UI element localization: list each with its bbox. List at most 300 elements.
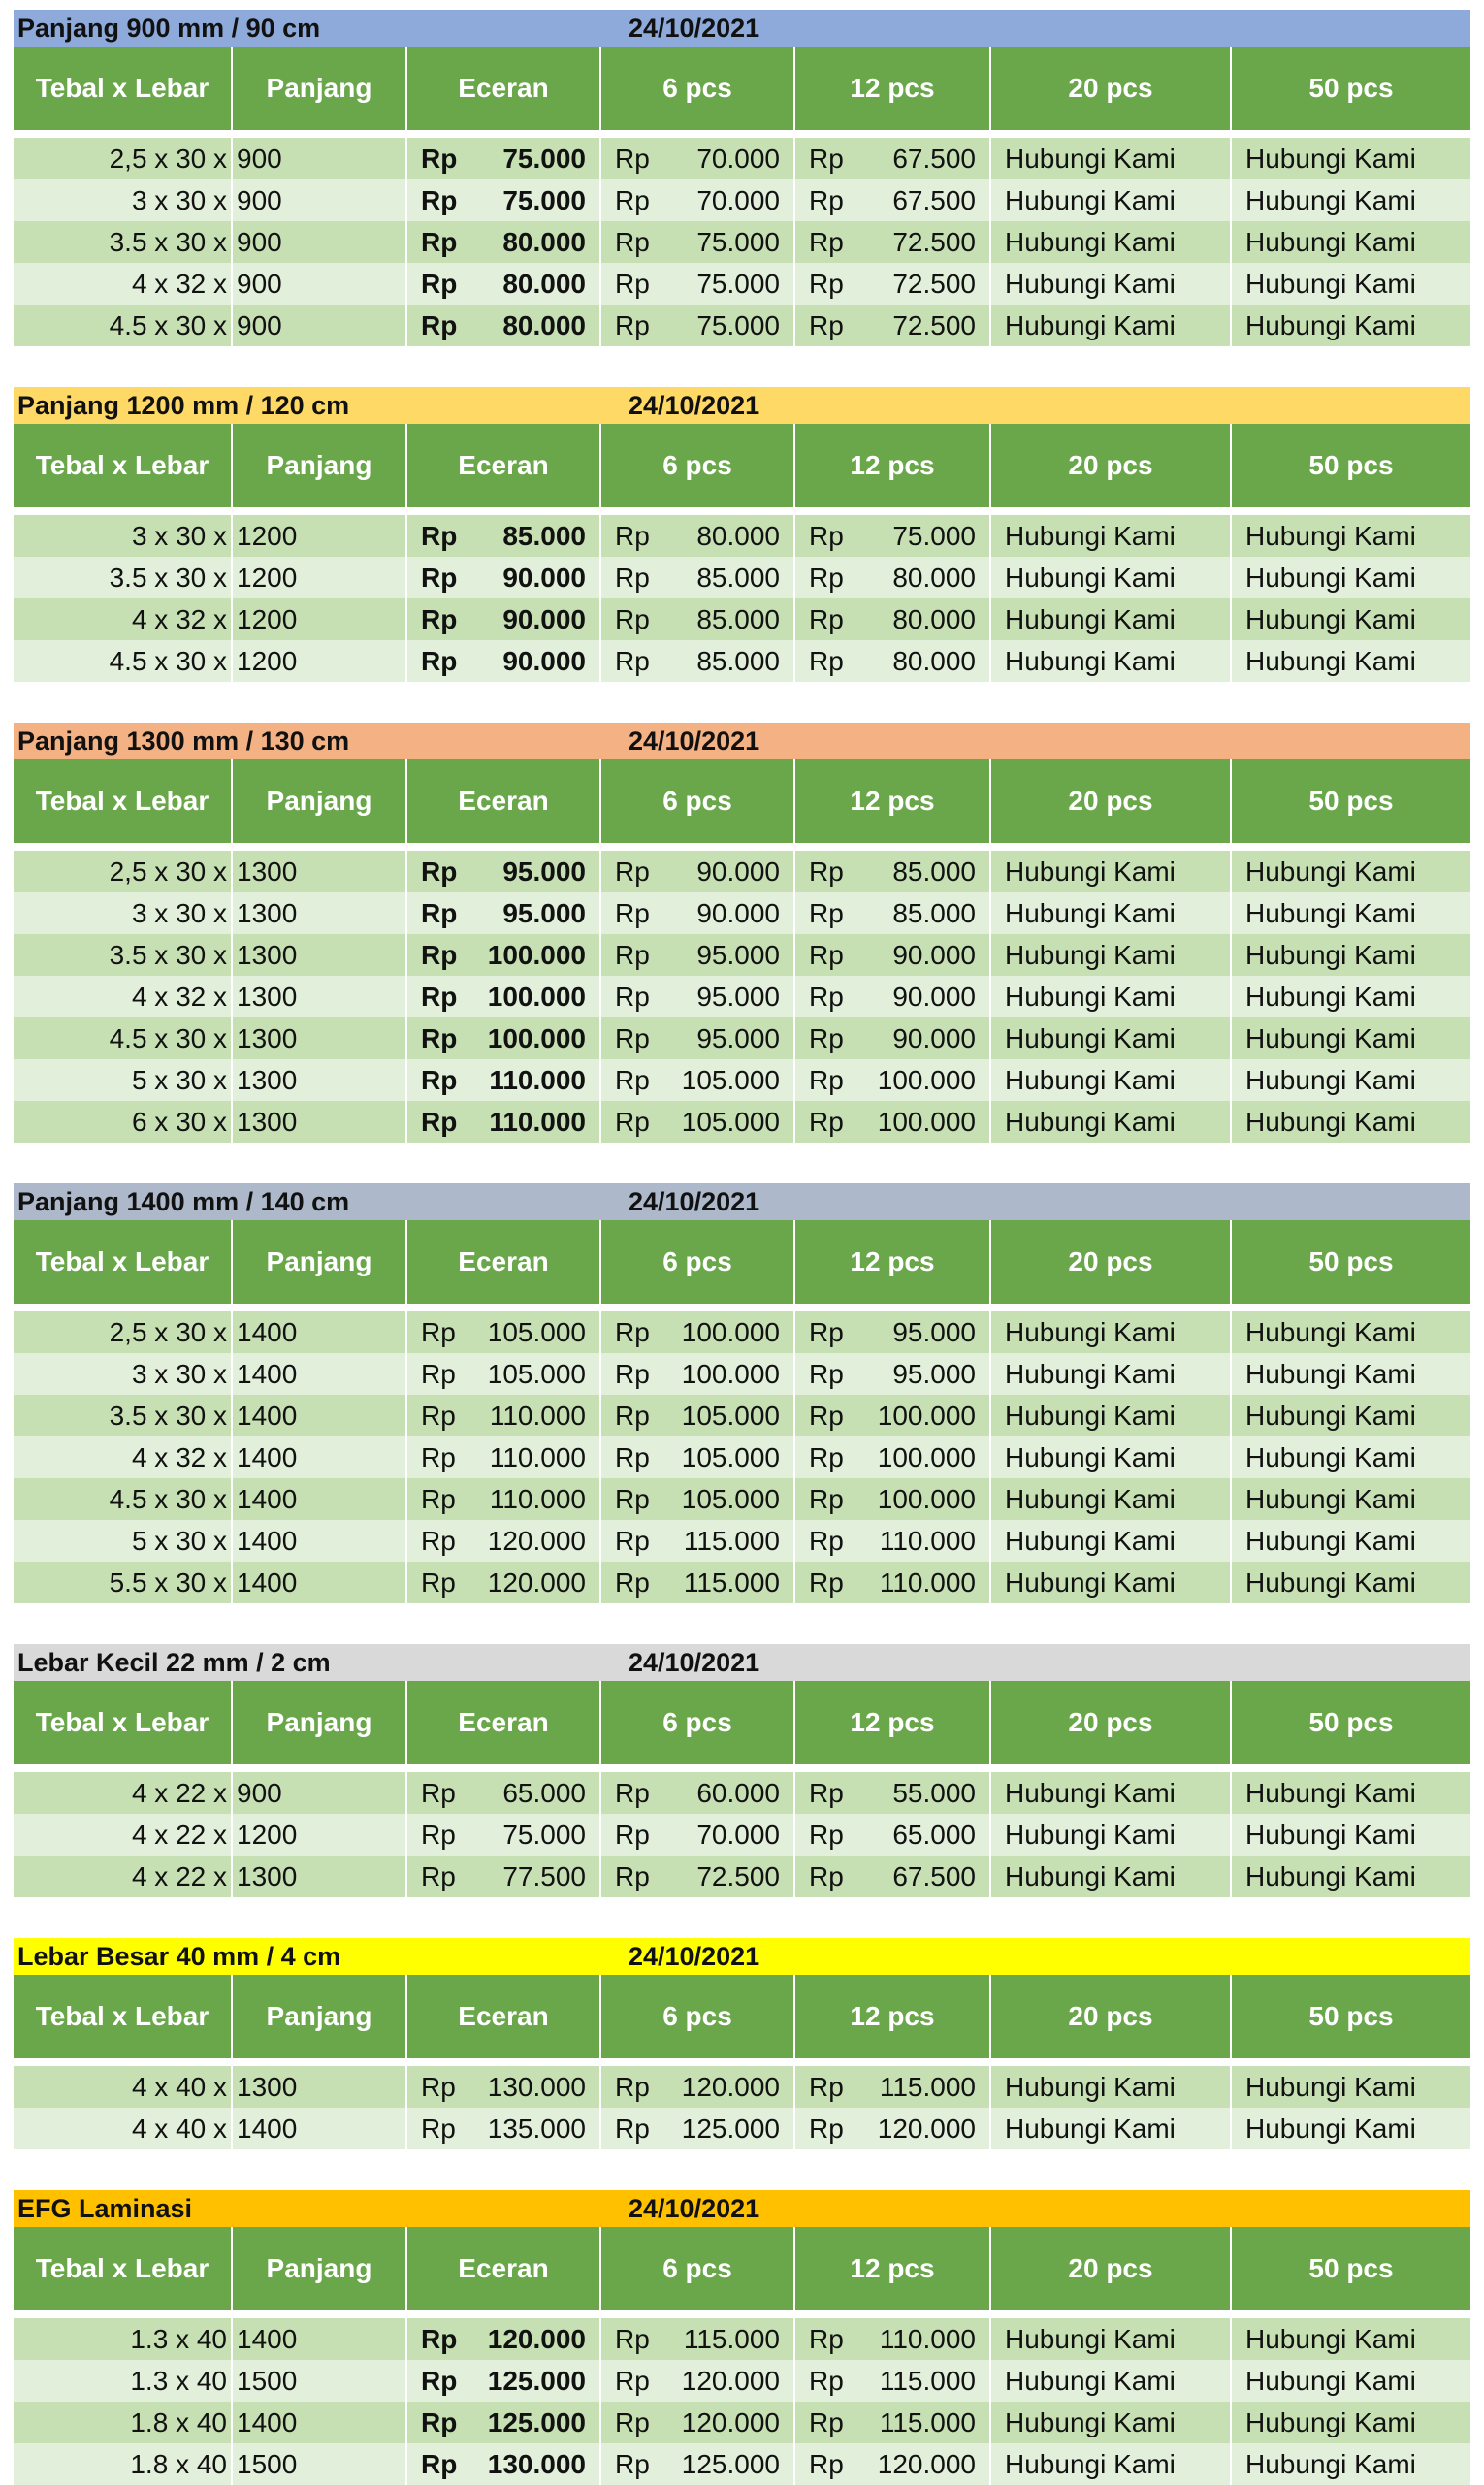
price-12pcs-cell (795, 1395, 991, 1436)
price-amount: 65.000 (502, 1778, 586, 1808)
table-row (14, 1772, 1470, 1814)
eceran-price-cell (407, 976, 601, 1017)
price-20pcs-cell: Hubungi Kami (991, 640, 1232, 682)
currency-label: Rp (809, 2407, 844, 2437)
table-row (14, 2443, 1470, 2485)
price-sheet (14, 10, 1470, 2485)
eceran-price-cell (407, 1814, 601, 1856)
column-header: Eceran (407, 1220, 601, 1304)
price-amount: 65.000 (892, 1820, 976, 1850)
price-amount: 105.000 (681, 1107, 780, 1137)
price-amount: 100.000 (681, 1317, 780, 1347)
tebal-lebar-cell: 1.3 x 40 (14, 2318, 233, 2360)
currency-label: Rp (421, 1359, 456, 1389)
tebal-lebar-cell: 4 x 32 x (14, 1436, 233, 1478)
price-amount: 130.000 (487, 2449, 586, 2479)
price-50pcs-cell: Hubungi Kami (1245, 1567, 1416, 1598)
eceran-price-cell (407, 1436, 601, 1478)
price-amount: 80.000 (892, 604, 976, 634)
price-amount: 67.500 (892, 185, 976, 215)
currency-label: Rp (421, 1023, 458, 1053)
column-header: 50 pcs (1308, 2001, 1394, 2031)
price-6pcs-cell (601, 138, 795, 179)
currency-label: Rp (421, 2324, 458, 2354)
price-20pcs-cell: Hubungi Kami (991, 976, 1232, 1017)
section-title: Panjang 1400 mm / 140 cm (17, 1187, 350, 1216)
price-amount: 90.000 (502, 646, 586, 676)
column-header: 6 pcs (601, 2227, 795, 2310)
table-row (14, 640, 1470, 682)
currency-label: Rp (809, 521, 844, 551)
price-amount: 70.000 (696, 1820, 780, 1850)
price-12pcs-cell (795, 305, 991, 346)
tebal-lebar-cell: 4.5 x 30 x (14, 1017, 233, 1059)
column-header: 6 pcs (601, 424, 795, 507)
price-section (14, 2190, 1470, 2485)
price-50pcs-cell: Hubungi Kami (1245, 269, 1416, 299)
price-12pcs-cell (795, 1562, 991, 1603)
currency-label: Rp (809, 563, 844, 593)
currency-label: Rp (421, 1526, 456, 1556)
price-amount: 77.500 (502, 1861, 586, 1891)
column-header: Panjang (233, 47, 407, 130)
price-12pcs-cell (795, 1017, 991, 1059)
currency-label: Rp (809, 1484, 844, 1514)
table-row (14, 598, 1470, 640)
price-50pcs-cell: Hubungi Kami (1245, 563, 1416, 593)
table-row (14, 179, 1470, 221)
price-amount: 125.000 (487, 2407, 586, 2437)
tebal-lebar-cell: 3.5 x 30 x (14, 1395, 233, 1436)
table-header (14, 1220, 1470, 1304)
price-6pcs-cell (601, 1353, 795, 1395)
column-header: Panjang (233, 424, 407, 507)
currency-label: Rp (421, 1401, 456, 1431)
table-header (14, 47, 1470, 130)
price-50pcs-cell: Hubungi Kami (1245, 1526, 1416, 1556)
price-12pcs-cell (795, 1814, 991, 1856)
currency-label: Rp (421, 521, 458, 551)
price-amount: 80.000 (696, 521, 780, 551)
price-amount: 95.000 (502, 898, 586, 928)
price-20pcs-cell: Hubungi Kami (991, 934, 1232, 976)
price-12pcs-cell (795, 892, 991, 934)
currency-label: Rp (421, 982, 458, 1012)
currency-label: Rp (615, 1359, 650, 1389)
price-amount: 120.000 (487, 1526, 586, 1556)
section-spacer (14, 2149, 1470, 2190)
price-50pcs-cell: Hubungi Kami (1245, 1359, 1416, 1389)
tebal-lebar-cell: 5 x 30 x (14, 1059, 233, 1101)
panjang-cell: 900 (233, 263, 407, 305)
tebal-lebar-cell: 1.8 x 40 (14, 2402, 233, 2443)
price-amount: 100.000 (487, 982, 586, 1012)
price-20pcs-cell: Hubungi Kami (991, 221, 1232, 263)
currency-label: Rp (809, 646, 844, 676)
eceran-price-cell (407, 2108, 601, 2149)
table-row (14, 1562, 1470, 1603)
column-header: Tebal x Lebar (14, 2227, 233, 2310)
column-header: 20 pcs (991, 2227, 1232, 2310)
currency-label: Rp (615, 2366, 650, 2396)
tebal-lebar-cell: 4 x 32 x (14, 263, 233, 305)
currency-label: Rp (615, 144, 650, 174)
price-12pcs-cell (795, 1856, 991, 1897)
price-amount: 95.000 (892, 1317, 976, 1347)
tebal-lebar-cell: 5.5 x 30 x (14, 1562, 233, 1603)
tebal-lebar-cell: 2,5 x 30 x (14, 851, 233, 892)
price-20pcs-cell: Hubungi Kami (991, 1395, 1232, 1436)
price-12pcs-cell (795, 2108, 991, 2149)
eceran-price-cell (407, 557, 601, 598)
column-header: Tebal x Lebar (14, 1975, 233, 2058)
price-amount: 105.000 (681, 1401, 780, 1431)
currency-label: Rp (809, 940, 844, 970)
column-header: Eceran (407, 1681, 601, 1764)
currency-label: Rp (809, 144, 844, 174)
price-20pcs-cell: Hubungi Kami (991, 2066, 1232, 2108)
price-12pcs-cell (795, 1436, 991, 1478)
price-amount: 120.000 (681, 2072, 780, 2102)
price-amount: 105.000 (487, 1317, 586, 1347)
price-amount: 110.000 (489, 1484, 586, 1514)
price-amount: 90.000 (892, 1023, 976, 1053)
header-gap (14, 1764, 1470, 1772)
price-20pcs-cell: Hubungi Kami (991, 515, 1232, 557)
price-20pcs-cell: Hubungi Kami (991, 1856, 1232, 1897)
column-header: 12 pcs (795, 759, 991, 843)
price-amount: 100.000 (877, 1401, 976, 1431)
price-20pcs-cell: Hubungi Kami (991, 1814, 1232, 1856)
price-section (14, 387, 1470, 682)
column-header: 50 pcs (1308, 1246, 1394, 1276)
column-header: Eceran (407, 1975, 601, 2058)
section-date: 24/10/2021 (629, 14, 760, 43)
currency-label: Rp (809, 1861, 844, 1891)
price-50pcs-cell: Hubungi Kami (1245, 2324, 1416, 2354)
price-section (14, 1183, 1470, 1603)
panjang-cell: 1200 (233, 557, 407, 598)
section-title-bar (14, 723, 1470, 759)
table-row (14, 1520, 1470, 1562)
header-gap (14, 2310, 1470, 2318)
tebal-lebar-cell: 5 x 30 x (14, 1520, 233, 1562)
price-50pcs-cell: Hubungi Kami (1245, 310, 1416, 340)
eceran-price-cell (407, 598, 601, 640)
price-12pcs-cell (795, 1311, 991, 1353)
price-amount: 110.000 (879, 2324, 976, 2354)
header-gap (14, 130, 1470, 138)
panjang-cell: 1400 (233, 1520, 407, 1562)
price-50pcs-cell: Hubungi Kami (1245, 646, 1416, 676)
price-20pcs-cell: Hubungi Kami (991, 1101, 1232, 1143)
currency-label: Rp (615, 2114, 650, 2144)
price-amount: 70.000 (696, 144, 780, 174)
price-amount: 90.000 (892, 940, 976, 970)
tebal-lebar-cell: 3.5 x 30 x (14, 221, 233, 263)
column-header: 20 pcs (991, 1220, 1232, 1304)
panjang-cell: 1300 (233, 1017, 407, 1059)
price-amount: 110.000 (489, 1442, 586, 1472)
currency-label: Rp (421, 310, 458, 340)
price-amount: 90.000 (502, 563, 586, 593)
price-12pcs-cell (795, 2443, 991, 2485)
section-spacer (14, 1897, 1470, 1938)
currency-label: Rp (809, 310, 844, 340)
column-header: 12 pcs (795, 1681, 991, 1764)
currency-label: Rp (809, 1820, 844, 1850)
table-row (14, 263, 1470, 305)
price-6pcs-cell (601, 892, 795, 934)
currency-label: Rp (615, 1065, 650, 1095)
price-amount: 80.000 (892, 563, 976, 593)
price-amount: 85.000 (892, 898, 976, 928)
table-row (14, 1059, 1470, 1101)
eceran-price-cell (407, 1311, 601, 1353)
currency-label: Rp (615, 521, 650, 551)
tebal-lebar-cell: 4 x 22 x (14, 1856, 233, 1897)
price-12pcs-cell (795, 2318, 991, 2360)
currency-label: Rp (809, 1317, 844, 1347)
price-amount: 75.000 (892, 521, 976, 551)
price-20pcs-cell: Hubungi Kami (991, 2318, 1232, 2360)
price-12pcs-cell (795, 1520, 991, 1562)
price-amount: 85.000 (892, 856, 976, 887)
price-12pcs-cell (795, 1478, 991, 1520)
price-6pcs-cell (601, 976, 795, 1017)
price-12pcs-cell (795, 179, 991, 221)
tebal-lebar-cell: 4 x 40 x (14, 2066, 233, 2108)
panjang-cell: 1300 (233, 976, 407, 1017)
column-header: Panjang (233, 1975, 407, 2058)
column-header: Tebal x Lebar (14, 424, 233, 507)
price-amount: 110.000 (879, 1526, 976, 1556)
currency-label: Rp (615, 1567, 650, 1598)
panjang-cell: 900 (233, 1772, 407, 1814)
price-50pcs-cell: Hubungi Kami (1245, 898, 1416, 928)
price-amount: 95.000 (502, 856, 586, 887)
price-amount: 95.000 (892, 1359, 976, 1389)
currency-label: Rp (809, 185, 844, 215)
currency-label: Rp (615, 1317, 650, 1347)
currency-label: Rp (615, 1861, 650, 1891)
currency-label: Rp (809, 856, 844, 887)
price-6pcs-cell (601, 1436, 795, 1478)
panjang-cell: 1500 (233, 2360, 407, 2402)
currency-label: Rp (615, 1820, 650, 1850)
price-section (14, 10, 1470, 346)
section-date: 24/10/2021 (629, 726, 760, 756)
price-amount: 72.500 (892, 227, 976, 257)
section-title: Lebar Besar 40 mm / 4 cm (17, 1942, 341, 1971)
currency-label: Rp (809, 1778, 844, 1808)
tebal-lebar-cell: 4 x 32 x (14, 976, 233, 1017)
currency-label: Rp (615, 856, 650, 887)
panjang-cell: 1200 (233, 1814, 407, 1856)
panjang-cell: 1400 (233, 2108, 407, 2149)
eceran-price-cell (407, 640, 601, 682)
price-50pcs-cell: Hubungi Kami (1245, 1065, 1416, 1095)
currency-label: Rp (421, 940, 458, 970)
price-6pcs-cell (601, 179, 795, 221)
price-amount: 75.000 (502, 185, 586, 215)
tebal-lebar-cell: 4.5 x 30 x (14, 1478, 233, 1520)
price-12pcs-cell (795, 557, 991, 598)
price-amount: 80.000 (502, 227, 586, 257)
price-amount: 115.000 (683, 1526, 780, 1556)
price-amount: 135.000 (487, 2114, 586, 2144)
section-spacer (14, 1143, 1470, 1183)
eceran-price-cell (407, 1478, 601, 1520)
price-20pcs-cell: Hubungi Kami (991, 1436, 1232, 1478)
tebal-lebar-cell: 4.5 x 30 x (14, 640, 233, 682)
panjang-cell: 900 (233, 138, 407, 179)
price-amount: 105.000 (487, 1359, 586, 1389)
table-header (14, 1975, 1470, 2058)
table-row (14, 1478, 1470, 1520)
column-header: Panjang (233, 2227, 407, 2310)
currency-label: Rp (809, 1359, 844, 1389)
price-amount: 72.500 (892, 269, 976, 299)
price-section (14, 1938, 1470, 2149)
table-row (14, 557, 1470, 598)
currency-label: Rp (421, 2072, 456, 2102)
price-6pcs-cell (601, 1395, 795, 1436)
currency-label: Rp (615, 646, 650, 676)
price-amount: 125.000 (487, 2366, 586, 2396)
eceran-price-cell (407, 1101, 601, 1143)
currency-label: Rp (421, 1442, 456, 1472)
table-row (14, 2318, 1470, 2360)
column-header: 20 pcs (991, 1681, 1232, 1764)
column-header: Eceran (407, 759, 601, 843)
price-12pcs-cell (795, 1059, 991, 1101)
price-6pcs-cell (601, 1772, 795, 1814)
currency-label: Rp (809, 898, 844, 928)
section-spacer (14, 346, 1470, 387)
eceran-price-cell (407, 179, 601, 221)
tebal-lebar-cell: 1.3 x 40 (14, 2360, 233, 2402)
currency-label: Rp (809, 2072, 844, 2102)
tebal-lebar-cell: 3.5 x 30 x (14, 557, 233, 598)
price-amount: 115.000 (879, 2072, 976, 2102)
price-amount: 105.000 (681, 1442, 780, 1472)
price-amount: 115.000 (879, 2366, 976, 2396)
price-50pcs-cell: Hubungi Kami (1245, 2072, 1416, 2102)
price-amount: 72.500 (892, 310, 976, 340)
panjang-cell: 900 (233, 179, 407, 221)
price-amount: 120.000 (877, 2449, 976, 2479)
eceran-price-cell (407, 263, 601, 305)
eceran-price-cell (407, 2318, 601, 2360)
price-50pcs-cell: Hubungi Kami (1245, 2366, 1416, 2396)
price-6pcs-cell (601, 221, 795, 263)
price-20pcs-cell: Hubungi Kami (991, 2402, 1232, 2443)
price-amount: 55.000 (892, 1778, 976, 1808)
price-50pcs-cell: Hubungi Kami (1245, 2449, 1416, 2479)
currency-label: Rp (615, 1107, 650, 1137)
price-20pcs-cell: Hubungi Kami (991, 1059, 1232, 1101)
tebal-lebar-cell: 1.8 x 40 (14, 2443, 233, 2485)
tebal-lebar-cell: 6 x 30 x (14, 1101, 233, 1143)
table-header (14, 759, 1470, 843)
table-row (14, 1017, 1470, 1059)
price-50pcs-cell: Hubungi Kami (1245, 1861, 1416, 1891)
price-amount: 120.000 (487, 2324, 586, 2354)
panjang-cell: 1400 (233, 1478, 407, 1520)
eceran-price-cell (407, 138, 601, 179)
price-amount: 100.000 (681, 1359, 780, 1389)
price-amount: 75.000 (696, 310, 780, 340)
price-12pcs-cell (795, 515, 991, 557)
currency-label: Rp (615, 1526, 650, 1556)
column-header: Panjang (233, 759, 407, 843)
header-gap (14, 507, 1470, 515)
price-6pcs-cell (601, 2402, 795, 2443)
price-50pcs-cell: Hubungi Kami (1245, 1317, 1416, 1347)
currency-label: Rp (615, 185, 650, 215)
currency-label: Rp (421, 144, 458, 174)
currency-label: Rp (809, 1567, 844, 1598)
currency-label: Rp (421, 1107, 458, 1137)
panjang-cell: 1300 (233, 1856, 407, 1897)
section-spacer (14, 682, 1470, 723)
currency-label: Rp (421, 227, 458, 257)
table-row (14, 1814, 1470, 1856)
tebal-lebar-cell: 4 x 22 x (14, 1814, 233, 1856)
price-20pcs-cell: Hubungi Kami (991, 263, 1232, 305)
currency-label: Rp (809, 2366, 844, 2396)
column-header: 20 pcs (991, 47, 1232, 130)
currency-label: Rp (809, 1107, 844, 1137)
panjang-cell: 1200 (233, 515, 407, 557)
eceran-price-cell (407, 892, 601, 934)
currency-label: Rp (809, 269, 844, 299)
section-spacer (14, 1603, 1470, 1644)
price-6pcs-cell (601, 2443, 795, 2485)
currency-label: Rp (809, 1023, 844, 1053)
panjang-cell: 1400 (233, 1562, 407, 1603)
currency-label: Rp (421, 1778, 456, 1808)
price-amount: 75.000 (502, 1820, 586, 1850)
panjang-cell: 900 (233, 305, 407, 346)
price-amount: 75.000 (502, 144, 586, 174)
eceran-price-cell (407, 1059, 601, 1101)
table-header (14, 2227, 1470, 2310)
currency-label: Rp (809, 2324, 844, 2354)
currency-label: Rp (615, 2324, 650, 2354)
column-header: 6 pcs (601, 1975, 795, 2058)
price-amount: 72.500 (696, 1861, 780, 1891)
section-title-bar (14, 1644, 1470, 1681)
price-20pcs-cell: Hubungi Kami (991, 305, 1232, 346)
currency-label: Rp (615, 1484, 650, 1514)
price-amount: 125.000 (681, 2114, 780, 2144)
column-header: Eceran (407, 47, 601, 130)
section-date: 24/10/2021 (629, 2194, 760, 2223)
tebal-lebar-cell: 3 x 30 x (14, 1353, 233, 1395)
currency-label: Rp (809, 1065, 844, 1095)
price-amount: 110.000 (489, 1065, 586, 1095)
table-row (14, 305, 1470, 346)
price-50pcs-cell: Hubungi Kami (1245, 227, 1416, 257)
price-12pcs-cell (795, 1101, 991, 1143)
price-20pcs-cell: Hubungi Kami (991, 1353, 1232, 1395)
price-amount: 120.000 (487, 1567, 586, 1598)
price-50pcs-cell: Hubungi Kami (1245, 982, 1416, 1012)
eceran-price-cell (407, 2066, 601, 2108)
price-amount: 105.000 (681, 1484, 780, 1514)
